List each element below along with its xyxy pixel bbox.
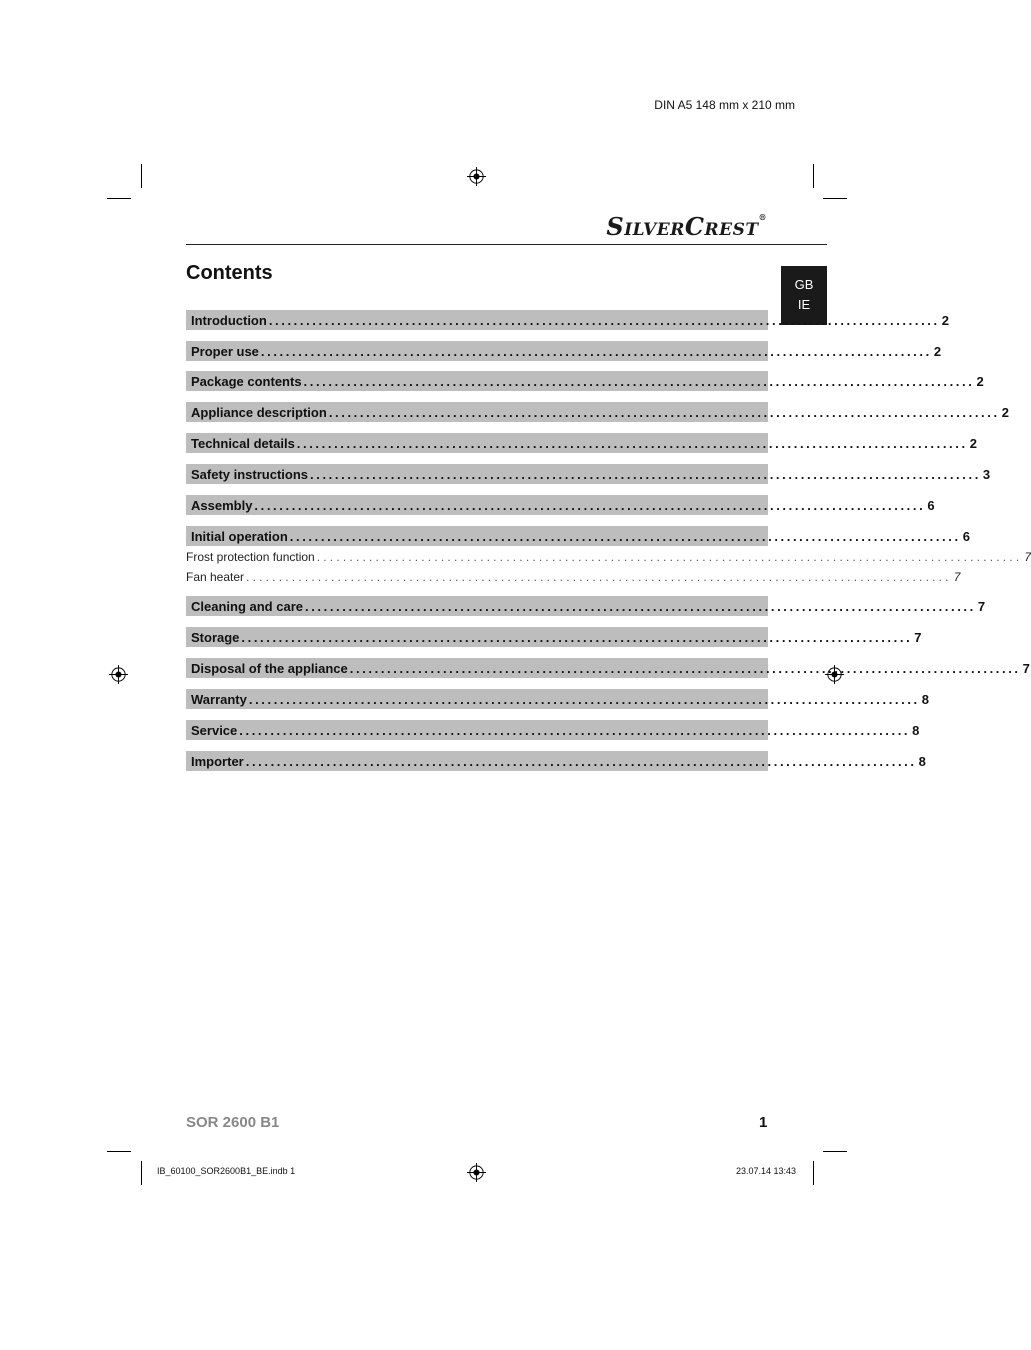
crop-mark xyxy=(141,164,142,188)
registration-mark-icon xyxy=(467,1163,486,1182)
toc-entry-page: 2 xyxy=(1001,404,1009,420)
toc-subentry[interactable] xyxy=(186,568,961,586)
toc-entry-label: Proper use xyxy=(191,343,259,359)
toc-entry-label: Introduction xyxy=(191,312,267,328)
toc-entry-label: Package contents xyxy=(191,373,302,389)
toc-entry-page: 7 xyxy=(914,629,922,645)
toc-entry[interactable] xyxy=(186,433,977,453)
toc-entry-page: 2 xyxy=(969,435,977,451)
toc-entry-page: 2 xyxy=(933,343,942,359)
crop-mark xyxy=(823,1151,847,1152)
toc-leader: ............................................................................................................ xyxy=(260,343,932,359)
crop-mark xyxy=(813,1161,814,1185)
toc-entry-label: Disposal of the appliance xyxy=(191,660,348,676)
toc-leader: ............................................................................................................ xyxy=(248,691,920,707)
toc-entry-page: 7 xyxy=(1022,660,1030,676)
toc-entry-label: Importer xyxy=(191,753,244,769)
toc-leader: ............................................................................................................ xyxy=(289,528,961,544)
toc-entry[interactable] xyxy=(186,658,1030,678)
toc-entry-page: 7 xyxy=(1024,550,1031,564)
toc-entry-page: 6 xyxy=(927,497,935,513)
toc-entry-page: 7 xyxy=(953,570,961,584)
toc-entry-label: Service xyxy=(191,722,238,738)
language-code: IE xyxy=(797,297,811,312)
crop-mark xyxy=(823,198,847,199)
toc-leader: ............................................................................................................ xyxy=(296,435,968,451)
print-slug-file: IB_60100_SOR2600B1_BE.indb 1 xyxy=(157,1166,296,1176)
toc-entry-page: 2 xyxy=(941,312,949,328)
print-slug-datetime: 23.07.14 13:43 xyxy=(736,1166,797,1176)
toc-entry-page: 8 xyxy=(912,722,920,738)
toc-leader: ............................................................................................................ xyxy=(303,373,975,389)
format-note: DIN A5 148 mm x 210 mm xyxy=(654,98,795,112)
toc-entry-page: 3 xyxy=(982,466,991,482)
toc-entry[interactable] xyxy=(186,402,1009,422)
silvercrest-logo: SILVERCREST® xyxy=(606,212,767,241)
crop-mark xyxy=(107,1151,131,1152)
language-code: GB xyxy=(794,277,814,292)
toc-entry-label: Technical details xyxy=(191,435,295,451)
registration-mark-icon xyxy=(109,665,128,684)
toc-leader: ............................................................................................................ xyxy=(254,497,926,513)
toc-entry[interactable] xyxy=(186,627,922,647)
toc-entry-label: Appliance description xyxy=(191,404,327,420)
toc-entry[interactable] xyxy=(186,464,991,484)
toc-entry-label: Safety instructions xyxy=(191,466,309,482)
crop-mark xyxy=(141,1161,142,1185)
toc-entry-page: 6 xyxy=(962,528,970,544)
toc-entry[interactable] xyxy=(186,495,935,515)
header-rule xyxy=(186,244,827,245)
crop-mark xyxy=(107,198,131,199)
toc-entry[interactable] xyxy=(186,720,920,740)
toc-entry[interactable] xyxy=(186,310,949,330)
model-number: SOR 2600 B1 xyxy=(186,1114,280,1131)
toc-entry[interactable] xyxy=(186,526,970,546)
toc-entry-page: 8 xyxy=(921,691,929,707)
toc-entry[interactable] xyxy=(186,596,986,616)
page-title: Contents xyxy=(186,262,273,284)
toc-subentry[interactable] xyxy=(186,548,1031,566)
toc-entry-page: 2 xyxy=(976,373,984,389)
toc-entry-label: Frost protection function xyxy=(186,550,315,564)
toc-entry-page: 7 xyxy=(977,598,986,614)
toc-entry-label: Initial operation xyxy=(191,528,288,544)
toc-entry[interactable] xyxy=(186,689,929,709)
toc-leader: ............................................................................................................ xyxy=(310,466,981,482)
toc-leader: ............................................................................................................ xyxy=(241,629,913,645)
toc-leader: ............................................................................................................ xyxy=(246,570,952,584)
toc-leader: ............................................................................................................ xyxy=(304,598,976,614)
toc-entry-label: Warranty xyxy=(191,691,247,707)
toc-leader: ............................................................................................................ xyxy=(268,312,940,328)
toc-entry[interactable] xyxy=(186,751,926,771)
toc-entry-label: Storage xyxy=(191,629,240,645)
page-number: 1 xyxy=(759,1114,768,1131)
registration-mark-icon xyxy=(467,167,486,186)
crop-mark xyxy=(813,164,814,188)
toc-entry[interactable] xyxy=(186,341,942,361)
toc-leader: ............................................................................................................ xyxy=(328,404,1000,420)
toc-leader: ............................................................................................................ xyxy=(245,753,917,769)
toc-entry-label: Assembly xyxy=(191,497,253,513)
toc-leader: ............................................................................................................ xyxy=(239,722,911,738)
toc-leader: ............................................................................................................ xyxy=(349,660,1021,676)
toc-entry[interactable] xyxy=(186,371,984,391)
toc-entry-page: 8 xyxy=(918,753,926,769)
toc-leader: ............................................................................................................ xyxy=(316,550,1023,564)
toc-entry-label: Cleaning and care xyxy=(191,598,303,614)
toc-entry-label: Fan heater xyxy=(186,570,245,584)
